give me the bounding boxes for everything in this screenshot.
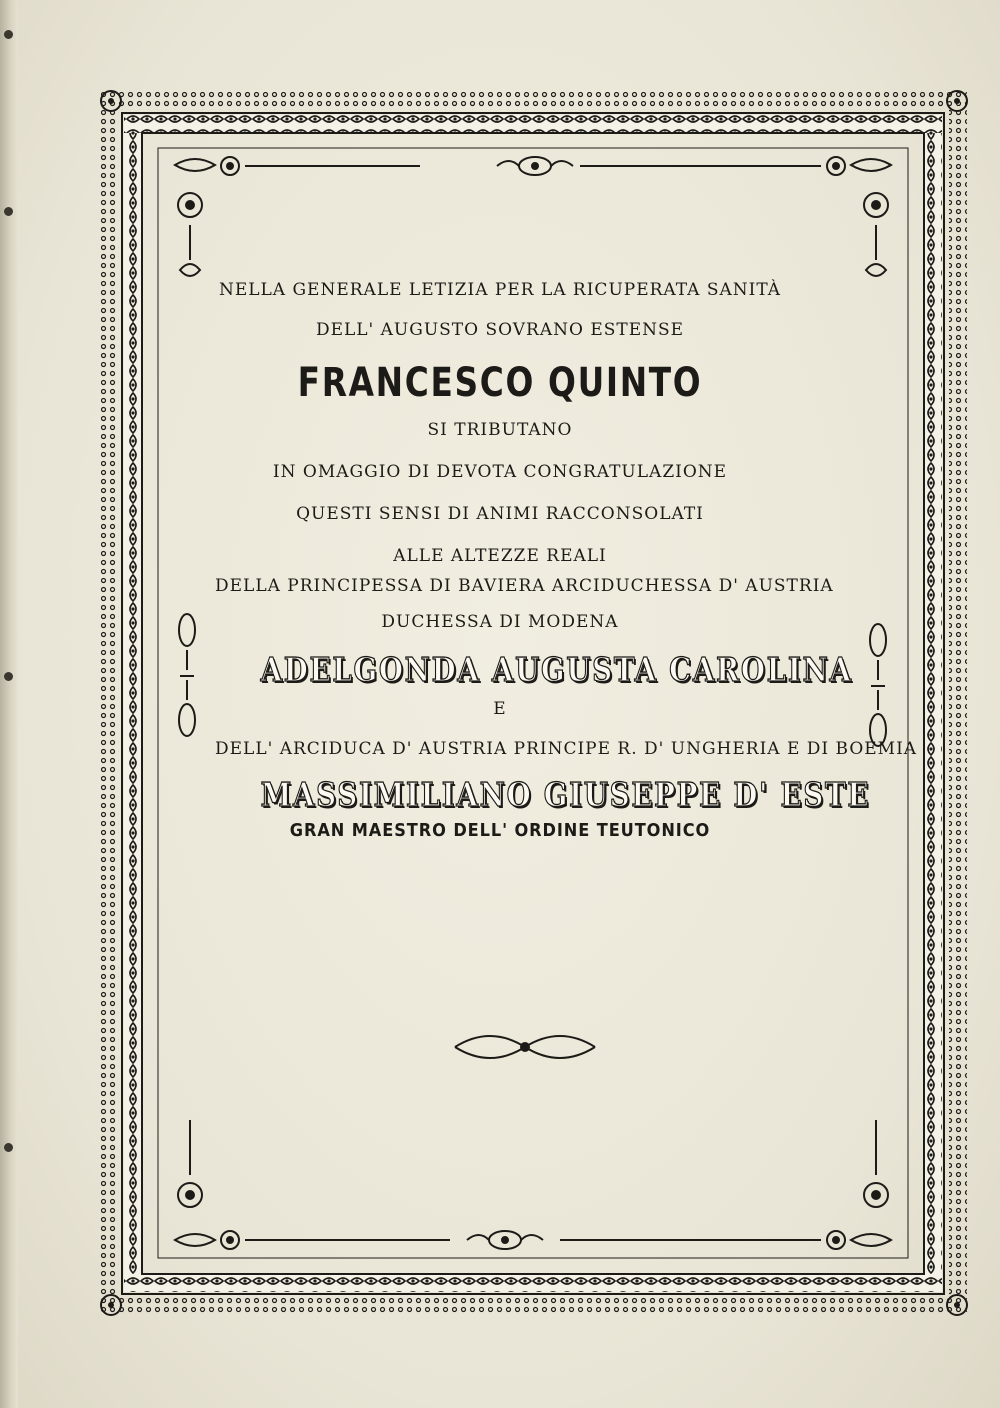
dedication-line-5: QUESTI SENSI DI ANIMI RACCONSOLATI <box>296 504 704 524</box>
dedication-line-6: ALLE ALTEZZE REALI <box>393 546 607 566</box>
name-francesco-quinto: FRANCESCO QUINTO <box>297 360 703 406</box>
flourish-top-left <box>175 157 420 276</box>
beaded-border-right <box>949 110 967 1296</box>
side-ornament-left <box>179 614 195 736</box>
flourish-bottom-right <box>560 1120 891 1249</box>
side-ornament-right <box>870 624 886 746</box>
name-massimiliano: MASSIMILIANO GIUSEPPE D' ESTE <box>260 775 871 814</box>
dedication-line-1: NELLA GENERALE LETIZIA PER LA RICUPERATA SANITÀ <box>218 280 782 300</box>
dedication-line-2: DELL' AUGUSTO SOVRANO ESTENSE <box>315 320 685 340</box>
chain-band-left <box>124 133 142 1274</box>
dedication-line-9: DELL' ARCIDUCA D' AUSTRIA PRINCIPE R. D' UNGHERIA E DI BOEMIA <box>215 739 918 759</box>
dedication-text <box>215 270 918 841</box>
flourish-bottom-left <box>175 1120 450 1249</box>
dedication-line-8: DUCHESSA DI MODENA <box>381 612 619 632</box>
chain-band-bottom <box>124 1274 942 1292</box>
divider-flourish <box>455 1036 595 1058</box>
beaded-border-left <box>101 110 119 1296</box>
conjunction-e: E <box>493 699 507 719</box>
beaded-border-top <box>101 92 967 110</box>
dedication-line-3: SI TRIBUTANO <box>427 420 573 440</box>
dedication-line-7: DELLA PRINCIPESSA DI BAVIERA ARCIDUCHESSA D' AUSTRIA <box>215 576 834 596</box>
flourish-top-right <box>580 157 891 276</box>
teutonic-order-title: GRAN MAESTRO DELL' ORDINE TEUTONICO <box>289 820 711 841</box>
scroll-ornament-bottom <box>467 1231 543 1249</box>
dedication-line-4: IN OMAGGIO DI DEVOTA CONGRATULAZIONE <box>272 462 728 482</box>
chain-band-top <box>124 115 942 133</box>
name-adelgonda: ADELGONDA AUGUSTA CAROLINA <box>260 650 853 689</box>
beaded-border-bottom <box>101 1296 967 1314</box>
scroll-ornament-top <box>497 157 573 175</box>
chain-band-right <box>924 133 942 1274</box>
